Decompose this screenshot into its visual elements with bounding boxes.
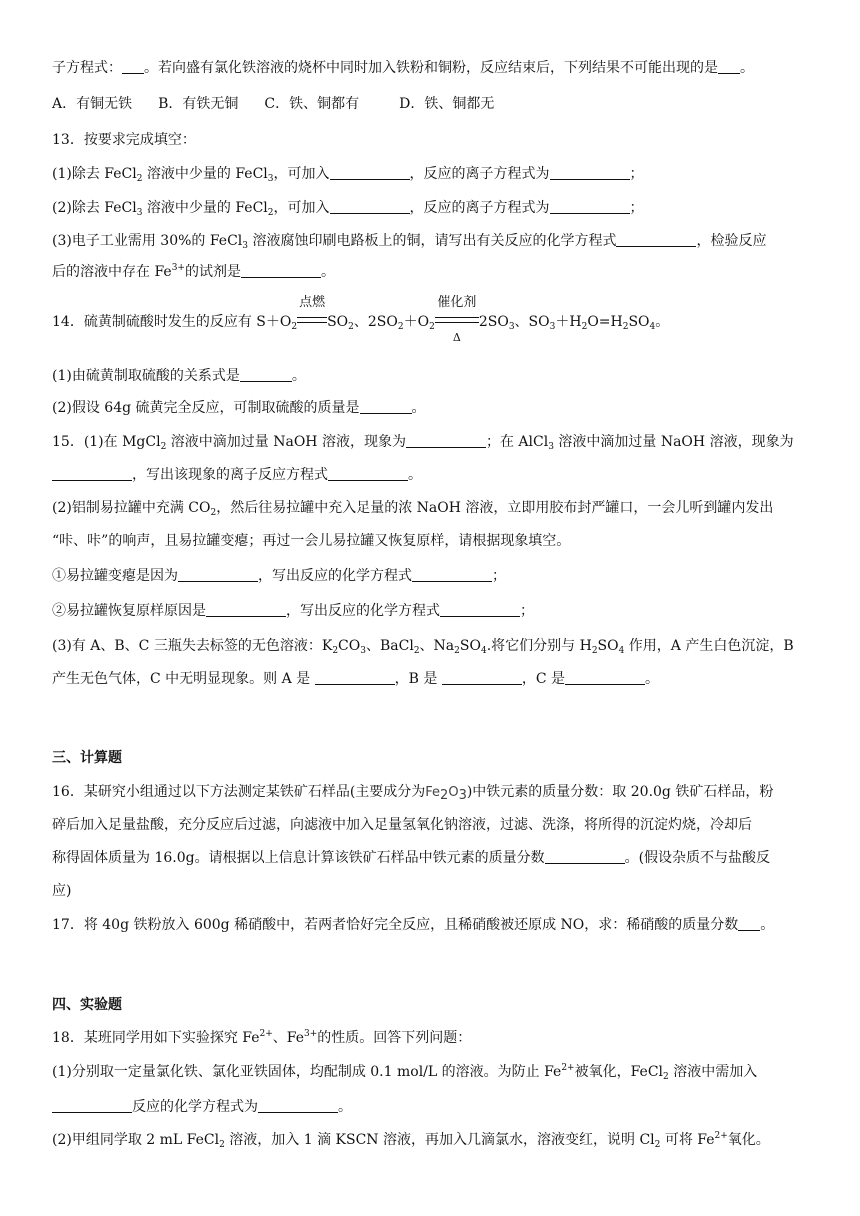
equals-sign	[297, 317, 327, 323]
text: (3)电子工业需用 30%的 FeCl	[52, 233, 243, 249]
section-heading-calculation: 三、计算题	[52, 750, 122, 766]
text: 。	[291, 368, 306, 384]
q13-part3	[52, 231, 820, 251]
text: .将它们分别与 H	[486, 638, 592, 654]
option-d[interactable]: D．铁、铜都无	[399, 96, 495, 112]
q18-part2	[52, 1130, 820, 1150]
q15-part2-item2	[52, 601, 820, 621]
answer-blank[interactable]	[718, 59, 740, 74]
text: )中铁元素的质量分数：取 20.0g 铁矿石样品，粉	[466, 784, 774, 800]
text: ；在 AlCl	[485, 434, 549, 450]
q13-part1	[52, 164, 820, 184]
text: (1)由硫黄制取硫酸的关系式是	[52, 368, 240, 384]
q15-part2-item1	[52, 566, 820, 586]
text: 氧化。	[727, 1132, 770, 1148]
answer-blank[interactable]	[122, 59, 144, 74]
superscript: 2+	[714, 1131, 728, 1141]
subscript: 2	[397, 322, 404, 332]
text: ＋H	[555, 314, 582, 330]
q16-line2: 碎后加入足量盐酸，充分反应后过滤，向滤液中加入足量氢氧化钠溶液，过滤、洗涤，将所得的沉淀灼烧，冷却后	[52, 817, 752, 833]
text: 18．某班同学用如下实验探究 Fe	[52, 1030, 260, 1046]
text: 。若向盛有氯化铁溶液的烧杯中同时加入铁粉和铜粉，反应结束后，下列结果不可能出现的是	[144, 60, 718, 76]
text: ②易拉罐恢复原样原因是	[52, 603, 206, 619]
answer-blank[interactable]	[52, 466, 132, 481]
text: (2)假设 64g 硫黄完全反应，可制取硫酸的质量是	[52, 400, 360, 416]
q15-part3	[52, 636, 820, 656]
text: 子方程式：	[52, 60, 122, 76]
section-heading-experiment: 四、实验题	[52, 997, 122, 1013]
condition-arrow-catalyst	[435, 295, 479, 344]
answer-blank[interactable]	[550, 165, 630, 180]
subscript: 2	[332, 646, 339, 656]
text: 可将 Fe	[660, 1132, 715, 1148]
text: ，B 是	[394, 671, 442, 687]
text: ；	[520, 603, 534, 619]
text: 的性质。回答下列问题：	[317, 1030, 472, 1046]
text: 溶液中少量的 FeCl	[142, 200, 268, 216]
answer-blank[interactable]	[440, 602, 520, 617]
option-a[interactable]: A．有铜无铁	[52, 96, 133, 112]
superscript: 2+	[561, 1063, 575, 1073]
subscript: 2	[654, 1140, 661, 1150]
text: 15．(1)在 MgCl	[52, 434, 161, 450]
text: 反应的化学方程式为	[132, 1099, 258, 1115]
text: 溶液中滴加过量 NaOH 溶液，现象为	[166, 434, 406, 450]
text: CO	[338, 638, 361, 654]
answer-blank[interactable]	[442, 670, 522, 685]
text: 14．硫黄制硫酸时发生的反应有 S＋O	[52, 314, 292, 330]
subscript: 2	[663, 1072, 669, 1082]
answer-blank[interactable]	[240, 367, 292, 382]
text: ；	[492, 568, 506, 584]
answer-blank[interactable]	[616, 232, 696, 247]
text: 。	[655, 314, 670, 330]
text: 。	[645, 671, 659, 687]
answer-blank[interactable]	[550, 199, 630, 214]
subscript: 3	[267, 174, 274, 184]
text: (2)甲组同学取 2 mL FeCl	[52, 1132, 220, 1148]
q15-part1	[52, 432, 820, 452]
text: SO	[628, 314, 650, 330]
text: (2)除去 FeCl	[52, 200, 137, 216]
subscript: 2	[210, 508, 217, 518]
q17	[52, 915, 820, 935]
subscript: 2	[622, 322, 629, 332]
text: 。	[338, 1099, 352, 1115]
subscript: 3	[360, 646, 366, 656]
subscript: 4	[649, 322, 656, 332]
text: O=H	[587, 314, 623, 330]
answer-blank[interactable]	[738, 916, 760, 931]
text: 、2SO	[353, 314, 398, 330]
text: ，写出反应的化学方程式	[286, 603, 440, 619]
subscript: 4	[480, 646, 487, 656]
q13-part3-cont	[52, 262, 820, 282]
q15-part3-cont	[52, 669, 820, 689]
subscript: 2	[440, 788, 449, 803]
q15-part1-cont	[52, 465, 820, 485]
superscript: 3+	[171, 263, 185, 273]
text: 的试剂是	[184, 264, 241, 280]
q16-line3	[52, 848, 820, 868]
formula: Fe	[425, 785, 441, 800]
text: 2SO	[478, 314, 509, 330]
q14-part1	[52, 366, 820, 386]
subscript: 3	[242, 241, 249, 251]
text: SO	[327, 314, 349, 330]
text: ，可加入	[273, 166, 330, 182]
subscript: 2	[291, 322, 298, 332]
subscript: 2	[581, 322, 588, 332]
text: SO	[459, 638, 481, 654]
q16-line4: 应)	[52, 883, 72, 899]
subscript: 2	[454, 646, 460, 656]
text: 称得固体质量为 16.0g。请根据以上信息计算该铁矿石样品中铁元素的质量分数	[52, 850, 545, 866]
option-b[interactable]: B．有铁无铜	[158, 96, 239, 112]
q15-part2-cont: “咔、咔”的响声，且易拉罐变瘪；再过一会儿易拉罐又恢复原样，请根据现象填空。	[52, 533, 571, 549]
q14-reactions	[52, 295, 820, 344]
subscript: 3	[458, 788, 467, 803]
condition-arrow-ignite	[297, 295, 327, 332]
subscript: 3	[549, 322, 556, 332]
text: ，反应的离子方程式为	[409, 166, 550, 182]
condition-label: Δ	[452, 331, 461, 344]
text: ①易拉罐变瘪是因为	[52, 568, 178, 584]
answer-blank[interactable]	[328, 466, 408, 481]
text: (1)除去 FeCl	[52, 166, 137, 182]
text: ，写出反应的化学方程式	[258, 568, 412, 584]
text: 溶液，加入 1 滴 KSCN 溶液，再加入几滴氯水，溶液变红，说明 Cl	[224, 1132, 655, 1148]
superscript: 3+	[304, 1029, 318, 1039]
text: 。(假设杂质不与盐酸反	[624, 850, 771, 866]
subscript: 3	[136, 208, 143, 218]
text: ，写出该现象的离子反应方程式	[132, 467, 328, 483]
subscript: 3	[508, 322, 515, 332]
text: 溶液中需加入	[668, 1064, 758, 1080]
text: 作用，A 产生白色沉淀，B	[624, 638, 794, 654]
text: 。	[408, 467, 422, 483]
q13-part2	[52, 198, 820, 218]
text: ；	[629, 166, 644, 182]
answer-blank[interactable]	[315, 670, 395, 685]
superscript: 2+	[259, 1029, 273, 1039]
text: ＋O	[403, 314, 430, 330]
text: 被氧化，FeCl	[574, 1064, 664, 1080]
subscript: 3	[548, 442, 554, 452]
text: (1)分别取一定量氯化铁、氯化亚铁固体，均配制成 0.1 mol/L 的溶液。为防止 Fe	[52, 1064, 562, 1080]
condition-label: 点燃	[299, 295, 326, 310]
text: ；	[629, 200, 644, 216]
option-c[interactable]: C．铁、铜都有	[264, 96, 360, 112]
formula: O	[448, 785, 459, 800]
answer-blank[interactable]	[258, 1098, 338, 1113]
subscript: 2	[429, 322, 435, 332]
subscript: 2	[136, 174, 143, 184]
text: ，检验反应	[696, 233, 767, 249]
q12-options	[52, 94, 820, 114]
text: 、SO	[514, 314, 550, 330]
text: SO	[597, 638, 619, 654]
q12-continuation-line	[52, 58, 820, 78]
condition-label: 催化剂	[437, 295, 477, 310]
text: ，可加入	[273, 200, 330, 216]
q14-part2	[52, 398, 820, 418]
text: 。	[760, 917, 775, 933]
text: 17．将 40g 铁粉放入 600g 稀硝酸中，若两者恰好完全反应，且稀硝酸被还原成 NO，求：稀硝酸的质量分数	[52, 917, 739, 933]
subscript: 2	[413, 646, 420, 656]
text: 后的溶液中存在 Fe	[52, 264, 172, 280]
text: 溶液中少量的 FeCl	[142, 166, 268, 182]
subscript: 2	[591, 646, 598, 656]
q15-part2	[52, 498, 820, 518]
text: 。	[740, 60, 754, 76]
text: (2)铝制易拉罐中充满 CO	[52, 500, 211, 516]
text: 溶液中滴加过量 NaOH 溶液，现象为	[553, 434, 794, 450]
answer-blank[interactable]	[241, 263, 321, 278]
subscript: 2	[160, 442, 167, 452]
text: ，C 是	[521, 671, 565, 687]
subscript: 2	[348, 322, 354, 332]
answer-blank[interactable]	[545, 849, 625, 864]
answer-blank[interactable]	[206, 602, 286, 617]
answer-blank[interactable]	[330, 199, 410, 214]
q13-title: 13．按要求完成填空：	[52, 132, 196, 148]
subscript: 2	[219, 1140, 225, 1150]
answer-blank[interactable]	[565, 670, 645, 685]
text: 、BaCl	[365, 638, 414, 654]
text: ，反应的离子方程式为	[409, 200, 550, 216]
subscript: 4	[618, 646, 625, 656]
answer-blank[interactable]	[406, 433, 486, 448]
answer-blank[interactable]	[330, 165, 410, 180]
text: 。	[411, 400, 426, 416]
q18-part1-cont	[52, 1097, 820, 1117]
q18-part1	[52, 1062, 820, 1082]
answer-blank[interactable]	[52, 1098, 132, 1113]
text: 、Fe	[272, 1030, 305, 1046]
answer-blank[interactable]	[412, 567, 492, 582]
text: 16．某研究小组通过以下方法测定某铁矿石样品(主要成分为	[52, 784, 426, 800]
text: 产生无色气体，C 中无明显现象。则 A 是	[52, 671, 315, 687]
text: 、Na	[419, 638, 455, 654]
answer-blank[interactable]	[178, 567, 258, 582]
q16-line1	[52, 782, 820, 803]
answer-blank[interactable]	[360, 399, 412, 414]
text: 溶液腐蚀印刷电路板上的铜，请写出有关反应的化学方程式	[248, 233, 617, 249]
q18-title	[52, 1028, 820, 1048]
text: (3)有 A、B、C 三瓶失去标签的无色溶液：K	[52, 638, 333, 654]
text: ，然后往易拉罐中充入足量的浓 NaOH 溶液，立即用胶布封严罐口，一会儿听到罐内发出	[216, 500, 774, 516]
equals-sign	[435, 317, 479, 323]
text: 。	[320, 264, 335, 280]
subscript: 2	[267, 208, 274, 218]
